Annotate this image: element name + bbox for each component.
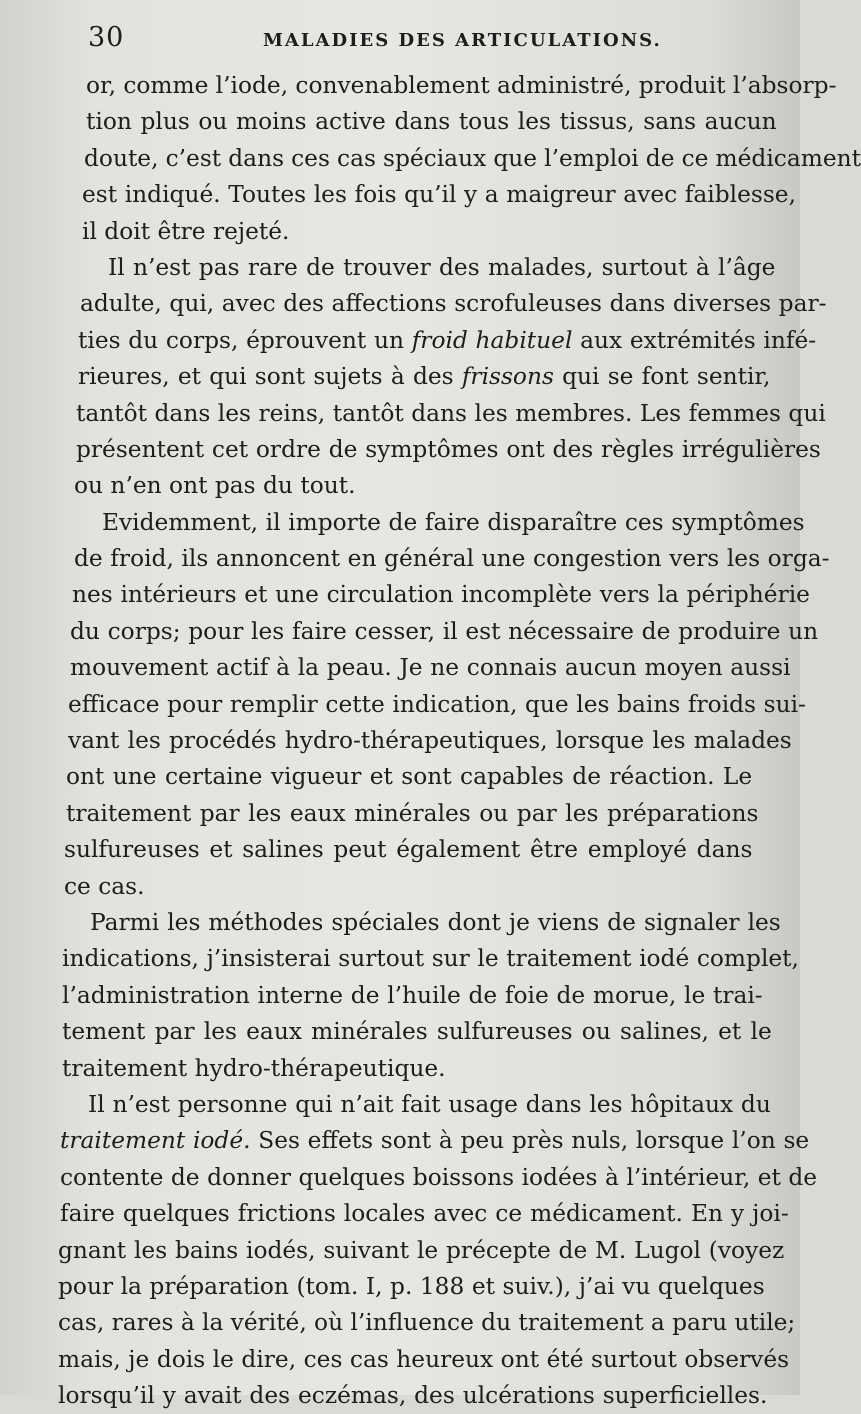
text-line	[58, 104, 798, 140]
text-run: contente de donner quelques boissons iodées à l’intérieur, et de	[60, 1163, 818, 1191]
text-line	[58, 759, 798, 795]
text-run: qui se font sentir,	[553, 363, 771, 391]
text-line	[58, 177, 798, 213]
text-run: gnant les bains iodés, suivant le précepte de M. Lugol (voyez	[58, 1236, 785, 1264]
text-line	[58, 1196, 798, 1232]
text-run: ou n’en ont pas du tout.	[74, 472, 356, 500]
text-line	[58, 1305, 798, 1341]
text-run: Evidemment, il importe de faire disparaître ces symptômes	[102, 508, 805, 536]
text-line	[58, 468, 798, 504]
text-line	[58, 1087, 798, 1123]
text-run: adulte, qui, avec des affections scrofuleuses dans diverses par-	[80, 290, 827, 318]
text-run: aux extrémités infé-	[572, 326, 817, 354]
text-line	[58, 614, 819, 650]
text-line	[58, 723, 798, 759]
text-run: rieures, et qui sont sujets à des	[78, 363, 462, 391]
running-head: MALADIES DES ARTICULATIONS.	[263, 30, 662, 51]
text-line	[58, 541, 830, 577]
text-run: efficace pour remplir cette indication, que les bains froids sui-	[68, 690, 806, 718]
text-line	[58, 869, 798, 905]
text-run: ties du corps, éprouvent un	[78, 326, 412, 354]
page-number: 30	[88, 22, 125, 53]
text-run: indications, j’insisterai surtout sur le traitement iodé complet,	[62, 945, 799, 973]
text-run: faire quelques frictions locales avec ce médicament. En y joi-	[60, 1200, 789, 1228]
text-run: tantôt dans les reins, tantôt dans les membres. Les femmes qui	[76, 399, 826, 427]
text-run: pour la préparation (tom. I, p. 188 et suiv.), j’ai vu quelques	[58, 1272, 765, 1300]
text-run: cas, rares à la vérité, où l’influence du traitement a paru utile;	[58, 1309, 796, 1337]
text-line	[58, 1233, 798, 1269]
text-line	[58, 941, 798, 977]
text-run: est indiqué. Toutes les fois qu’il y a maigreur avec faiblesse,	[82, 181, 796, 209]
text-run: Ses effets sont à peu près nuls, lorsque l’on se	[250, 1127, 810, 1155]
text-line	[58, 832, 798, 868]
text-line	[58, 286, 827, 322]
body-text	[58, 68, 861, 1414]
text-run: il doit être rejeté.	[82, 217, 290, 245]
text-line	[58, 1269, 798, 1305]
text-line	[58, 141, 861, 177]
text-line	[58, 905, 798, 941]
text-run: sulfureuses et salines peut également être employé dans	[64, 836, 753, 864]
text-run: traitement hydro-thérapeutique.	[62, 1054, 446, 1082]
text-line	[58, 1123, 810, 1159]
text-run: vant les procédés hydro-thérapeutiques, lorsque les malades	[68, 727, 792, 755]
text-run: présentent cet ordre de symptômes ont des règles irrégulières	[76, 435, 821, 463]
text-run: de froid, ils annoncent en général une congestion vers les orga-	[74, 545, 830, 573]
text-line	[58, 1160, 818, 1196]
text-line	[58, 250, 798, 286]
text-run: or, comme l’iode, convenablement administré, produit l’absorp-	[86, 72, 837, 99]
text-line	[58, 796, 798, 832]
text-line	[58, 323, 817, 359]
text-run: Parmi les méthodes spéciales dont je viens de signaler les	[90, 908, 781, 936]
text-run: traitement par les eaux minérales ou par les préparations	[66, 799, 759, 827]
text-line	[58, 359, 798, 395]
page-header	[88, 22, 788, 62]
text-run: ce cas.	[64, 872, 145, 900]
text-line	[58, 1378, 798, 1414]
text-line	[58, 1014, 798, 1050]
text-run: tement par les eaux minérales sulfureuses ou salines, et le	[62, 1018, 772, 1046]
text-line	[58, 1051, 798, 1087]
text-run: ont une certaine vigueur et sont capables de réaction. Le	[66, 763, 753, 791]
text-run: lorsqu’il y avait des eczémas, des ulcérations superficielles.	[58, 1382, 768, 1410]
text-line	[58, 68, 837, 104]
text-line	[58, 396, 826, 432]
text-run: Il n’est personne qui n’ait fait usage dans les hôpitaux du	[88, 1090, 771, 1118]
text-line	[58, 650, 798, 686]
text-run: nes intérieurs et une circulation incomplète vers la périphérie	[72, 581, 810, 609]
italic-text: traitement iodé.	[60, 1127, 251, 1155]
text-line	[58, 978, 798, 1014]
text-line	[58, 687, 806, 723]
text-run: du corps; pour les faire cesser, il est nécessaire de produire un	[70, 617, 819, 645]
text-line	[58, 214, 798, 250]
text-run: mais, je dois le dire, ces cas heureux ont été surtout observés	[58, 1345, 790, 1373]
text-run: tion plus ou moins active dans tous les tissus, sans aucun	[86, 108, 777, 136]
text-run: mouvement actif à la peau. Je ne connais aucun moyen aussi	[70, 654, 791, 682]
italic-text: frissons	[461, 363, 554, 391]
italic-text: froid habituel	[411, 326, 573, 354]
text-run: doute, c’est dans ces cas spéciaux que l’emploi de ce médicament	[84, 144, 861, 172]
text-run: Il n’est pas rare de trouver des malades, surtout à l’âge	[108, 253, 776, 281]
text-line	[58, 505, 805, 541]
text-line	[58, 432, 821, 468]
text-run: l’administration interne de l’huile de foie de morue, le trai-	[62, 981, 763, 1009]
text-line	[58, 1342, 798, 1378]
text-line	[58, 577, 810, 613]
